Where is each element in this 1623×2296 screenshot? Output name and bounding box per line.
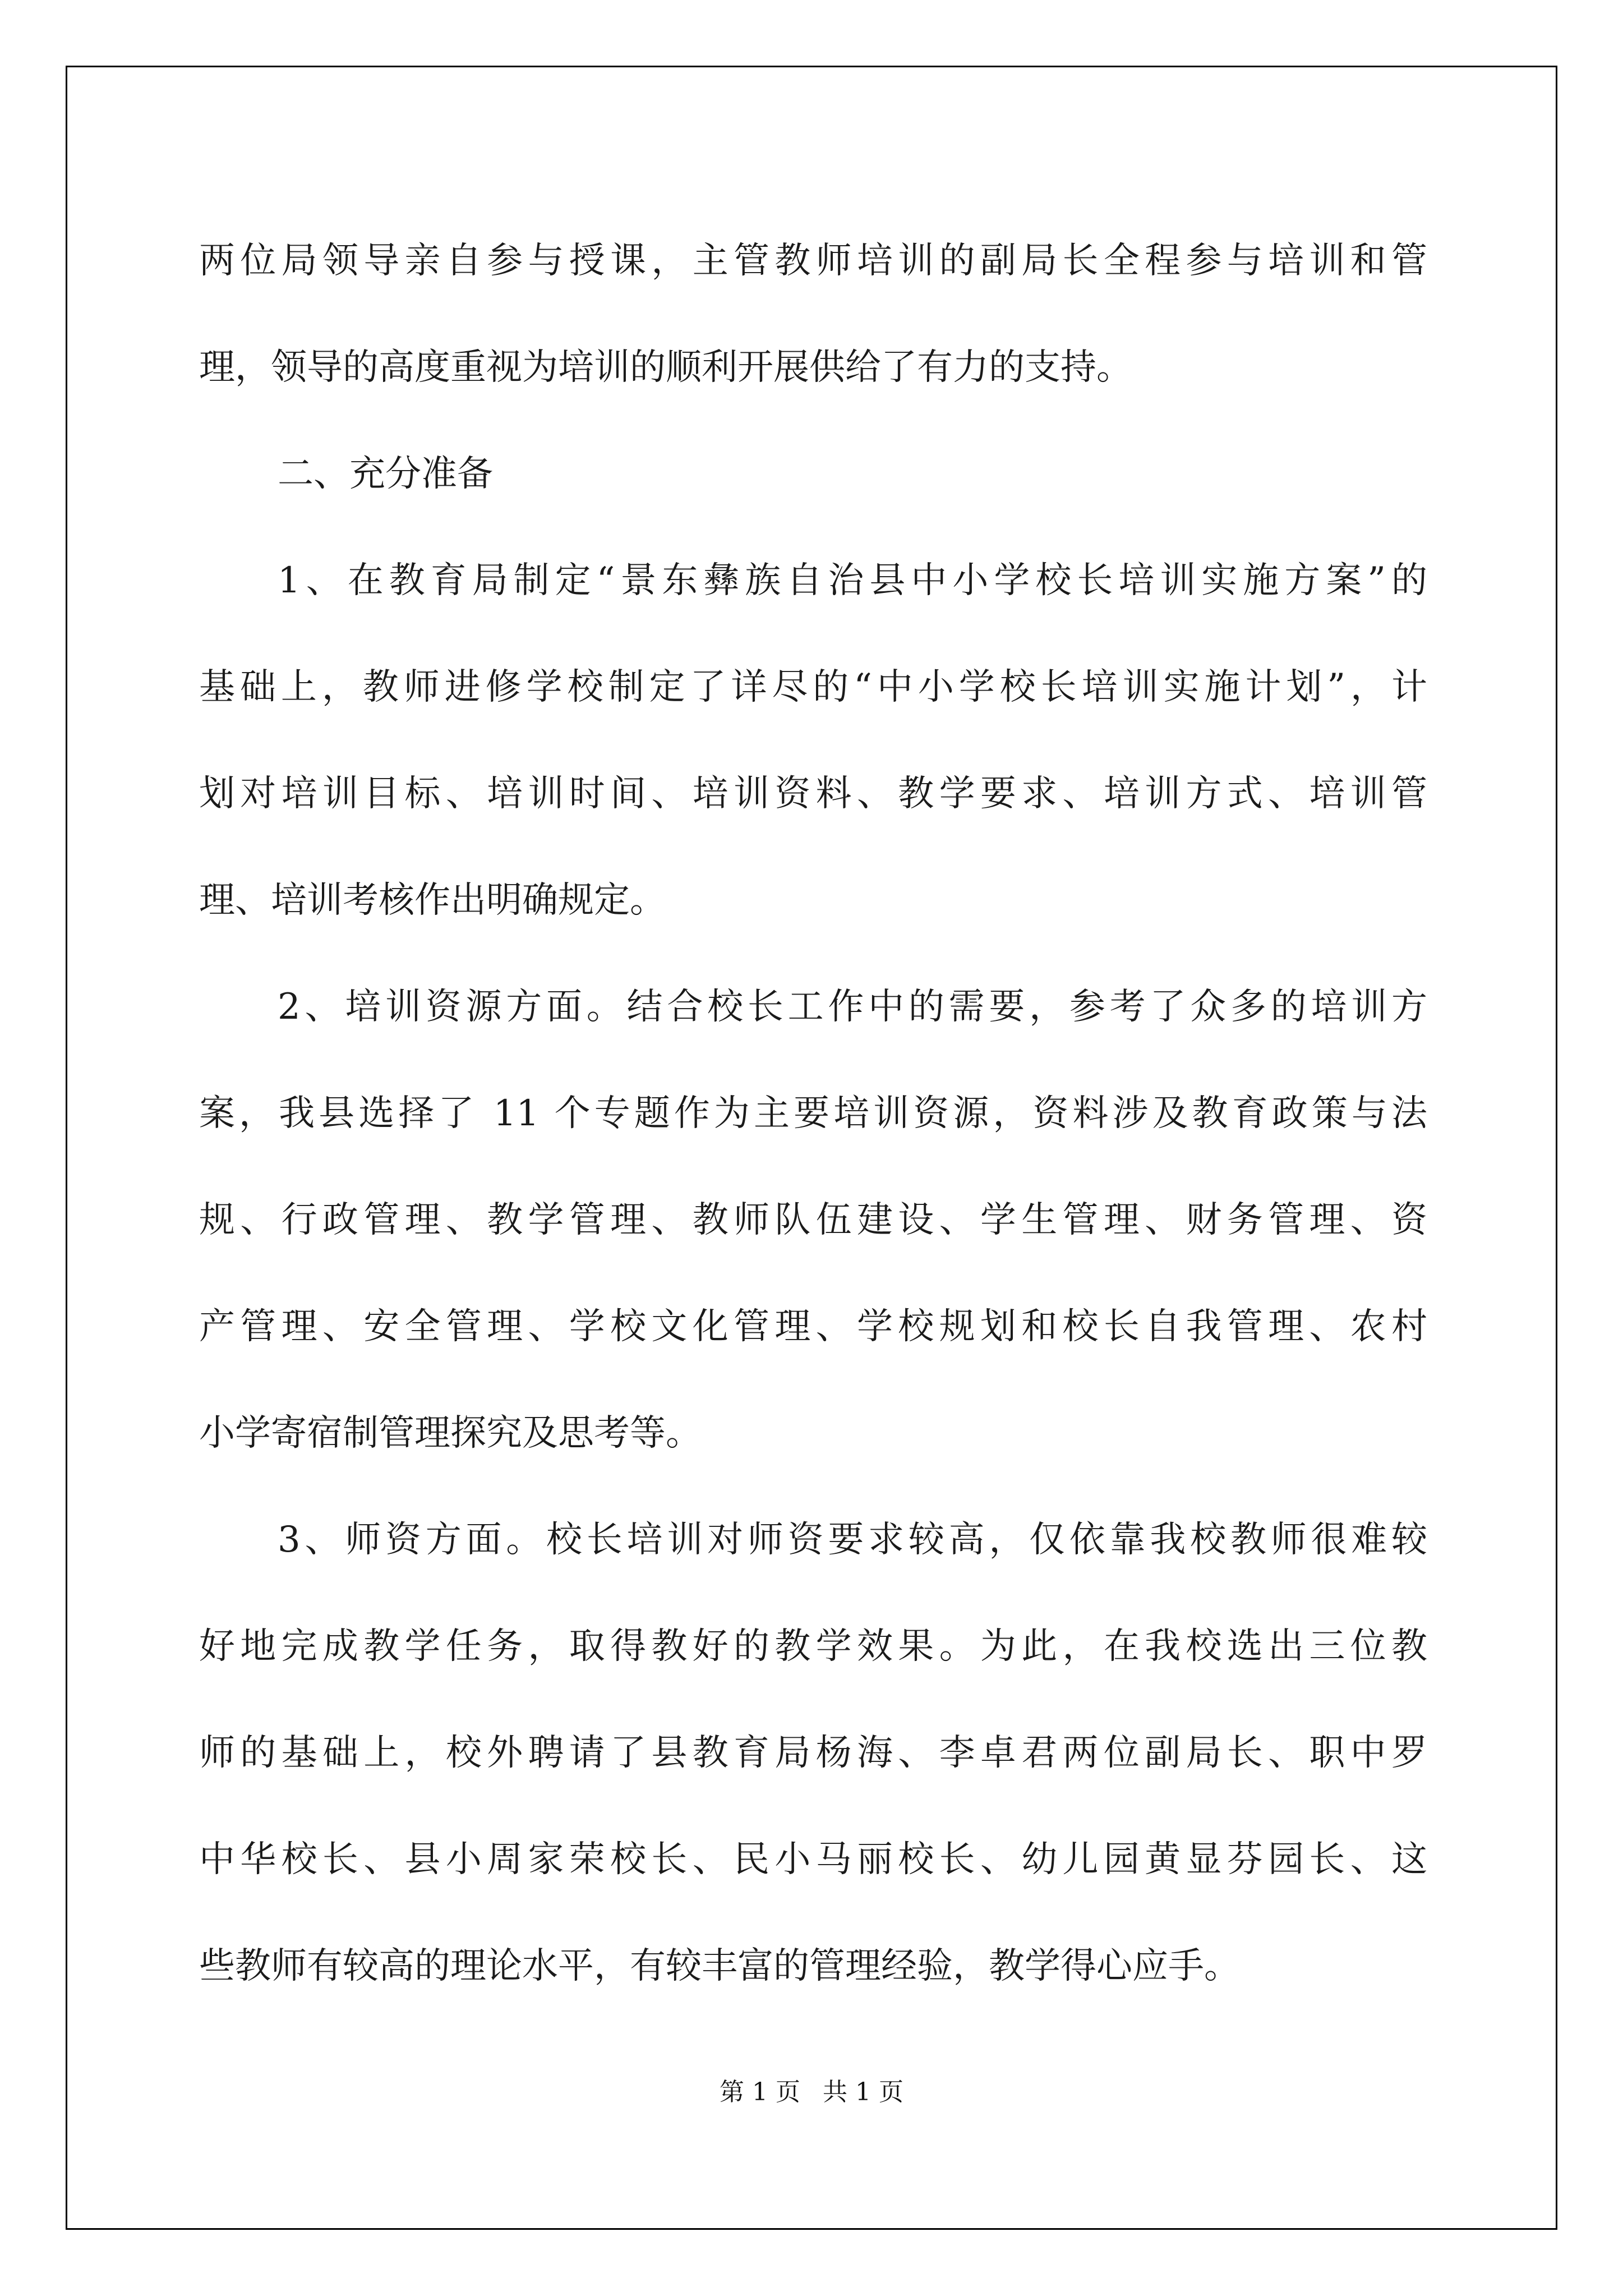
text-line-7: 理、培训考核作出明确规定。 xyxy=(199,880,666,921)
text-line-9: 案，我县选择了 11 个专题作为主要培训资源，资料涉及教育政策与法 xyxy=(199,1093,1427,1134)
text-line-8: 2、培训资源方面。结合校长工作中的需要，参考了众多的培训方 xyxy=(278,986,1427,1028)
section-heading: 二、充分准备 xyxy=(278,453,493,495)
page-footer xyxy=(0,2076,1623,2109)
text-line-4: 1、在教育局制定“景东彝族自治县中小学校长培训实施方案”的 xyxy=(278,560,1427,601)
text-line-16: 中华校长、县小周家荣校长、民小马丽校长、幼儿园黄显芬园长、这 xyxy=(199,1839,1427,1880)
text-line-12: 小学寄宿制管理探究及思考等。 xyxy=(199,1412,702,1454)
page-number: 第 1 页 xyxy=(720,2078,800,2106)
text-line-13: 3、师资方面。校长培训对师资要求较高，仅依靠我校教师很难较 xyxy=(278,1519,1427,1561)
text-line-6: 划对培训目标、培训时间、培训资料、教学要求、培训方式、培训管 xyxy=(199,773,1427,815)
page-total: 共 1 页 xyxy=(823,2078,903,2106)
text-line-10: 规、行政管理、教学管理、教师队伍建设、学生管理、财务管理、资 xyxy=(199,1199,1427,1241)
document-body xyxy=(199,208,1427,2019)
text-line-17: 些教师有较高的理论水平，有较丰富的管理经验，教学得心应手。 xyxy=(199,1945,1240,1987)
text-line-14: 好地完成教学任务，取得教好的教学效果。为此，在我校选出三位教 xyxy=(199,1626,1427,1667)
text-line-5: 基础上，教师进修学校制定了详尽的“中小学校长培训实施计划”，计 xyxy=(199,666,1427,708)
text-line-2: 理，领导的高度重视为培训的顺利开展供给了有力的支持。 xyxy=(199,347,1132,388)
text-line-1: 两位局领导亲自参与授课，主管教师培训的副局长全程参与培训和管 xyxy=(199,240,1427,282)
text-line-11: 产管理、安全管理、学校文化管理、学校规划和校长自我管理、农村 xyxy=(199,1306,1427,1347)
text-line-15: 师的基础上，校外聘请了县教育局杨海、李卓君两位副局长、职中罗 xyxy=(199,1732,1427,1774)
